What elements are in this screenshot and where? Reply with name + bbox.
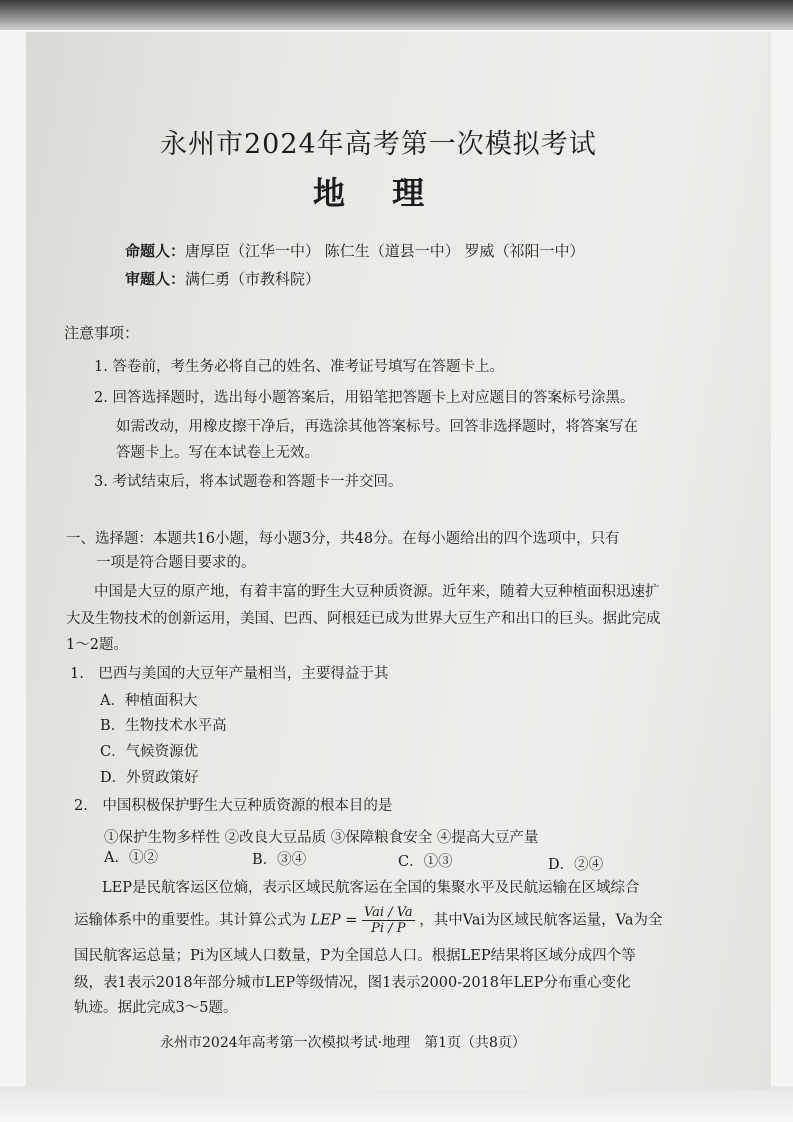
section1-heading: 一、选择题：本题共16小题，每小题3分，共48分。在每小题给出的四个选项中，只有: [66, 531, 620, 547]
passage2-line-3: 国民航客运总量；Pi为区域人口数量，P为全国总人口。根据LEP结果将区域分成四个等: [74, 948, 636, 964]
section1-heading-cont: 一项是符合题目要求的。: [96, 555, 256, 571]
notice-item-1: 1. 答卷前，考生务必将自己的姓名、准考证号填写在答题卡上。: [94, 359, 504, 375]
notice-item-2: 2. 回答选择题时，选出每小题答案后，用铅笔把答题卡上对应题目的答案标号涂黑。: [94, 390, 635, 406]
question-1-stem: 1. 巴西与美国的大豆年产量相当，主要得益于其: [70, 666, 389, 682]
formula-lhs: LEP =: [310, 912, 358, 929]
notice-item-2-cont1: 如需改动，用橡皮擦干净后，再选涂其他答案标号。回答非选择题时，将答案写在: [116, 419, 638, 435]
question-1-option-a: A．种植面积大: [100, 693, 198, 709]
passage1-line-3: 1～2题。: [66, 637, 128, 653]
photo-bottom-edge: [0, 1086, 793, 1122]
passage2-line-2: [74, 905, 662, 936]
notice-item-2-cont2: 答题卡上。写在本试卷上无效。: [116, 445, 319, 461]
photo-top-edge: [0, 0, 793, 30]
question-2-option-a: A．①②: [104, 850, 158, 866]
formula-denominator: Pi / P: [371, 921, 406, 936]
question-2-option-b: B．③④: [252, 852, 307, 868]
page-footer: 永州市2024年高考第一次模拟考试·地理 第1页（共8页）: [160, 1035, 526, 1051]
subject-title: 地 理: [313, 174, 443, 212]
question-1-option-b: B．生物技术水平高: [100, 718, 227, 734]
passage2-line-2-post: ，其中Vai为区域民航客运量，Va为全: [419, 912, 663, 929]
passage1-line-1: 中国是大豆的原产地，有着丰富的野生大豆种质资源。近年来，随着大豆种植面积迅速扩: [94, 584, 660, 600]
exam-title: 永州市2024年高考第一次模拟考试: [160, 129, 597, 160]
formula-numerator: Vai / Va: [363, 905, 413, 920]
question-2-option-d: D．②④: [548, 857, 604, 873]
question-2-option-c: C．①③: [398, 854, 453, 870]
reviewer: 满仁勇（市教科院）: [185, 270, 321, 288]
passage2-line-2-pre: 运输体系中的重要性。其计算公式为: [74, 912, 306, 929]
question-1-option-d: D．外贸政策好: [100, 770, 199, 786]
notice-heading: 注意事项：: [64, 324, 140, 342]
authors: 唐厚臣（江华一中） 陈仁生（道县一中） 罗威（祁阳一中）: [185, 242, 585, 260]
passage2-line-1: LEP是民航客运区位熵，表示区域民航客运在全国的集聚水平及民航运输在区域综合: [102, 880, 640, 896]
authors-line: [125, 240, 585, 261]
passage1-line-2: 大及生物技术的创新运用，美国、巴西、阿根廷已成为世界大豆生产和出口的巨头。据此完成: [66, 611, 661, 627]
question-1-option-c: C．气候资源优: [100, 744, 199, 760]
question-2-stem: 2. 中国积极保护野生大豆种质资源的根本目的是: [74, 798, 393, 814]
notice-item-3: 3. 考试结束后，将本试题卷和答题卡一并交回。: [94, 474, 403, 490]
question-2-choices: ①保护生物多样性 ②改良大豆品质 ③保障粮食安全 ④提高大豆产量: [104, 830, 539, 846]
authors-label: 命题人：: [125, 242, 186, 260]
passage2-line-4: 级，表1表示2018年部分城市LEP等级情况，图1表示2000-2018年LEP分布重心变化: [74, 975, 631, 991]
reviewer-label: 审题人：: [125, 270, 186, 288]
lep-formula-fraction: [362, 905, 415, 936]
reviewer-line: [125, 268, 320, 289]
passage2-line-5: 轨迹。据此完成3～5题。: [74, 1000, 238, 1016]
